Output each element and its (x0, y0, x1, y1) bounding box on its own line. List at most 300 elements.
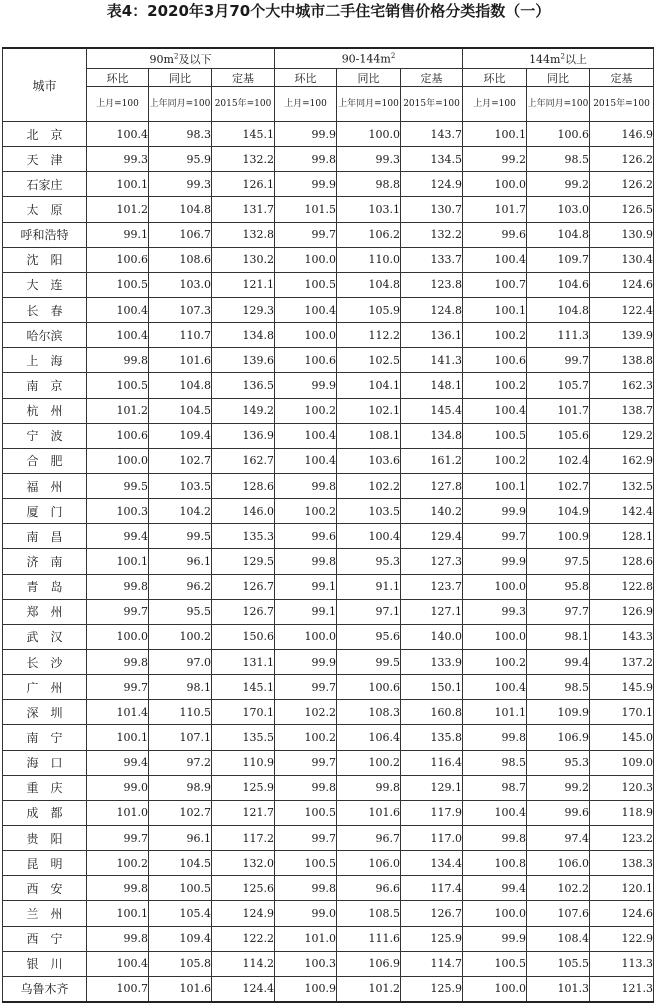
table-row (3, 297, 654, 322)
index-value: 126.1 (212, 172, 275, 197)
index-value: 100.4 (87, 297, 149, 322)
index-value: 100.3 (87, 499, 149, 524)
index-value: 102.2 (337, 473, 401, 498)
index-value: 140.0 (401, 624, 463, 649)
index-value: 99.7 (275, 825, 337, 850)
table-row (3, 147, 654, 172)
index-value: 99.9 (275, 649, 337, 674)
index-value: 138.3 (590, 851, 654, 876)
index-value: 100.2 (149, 624, 212, 649)
index-value: 101.2 (337, 976, 401, 1002)
index-value: 105.4 (149, 901, 212, 926)
index-value: 98.7 (463, 775, 527, 800)
index-value: 110.7 (149, 323, 212, 348)
index-value: 124.9 (401, 172, 463, 197)
index-value: 103.1 (337, 197, 401, 222)
table-row (3, 473, 654, 498)
index-value: 100.6 (527, 122, 590, 147)
index-value: 126.7 (212, 599, 275, 624)
index-value: 95.6 (337, 624, 401, 649)
index-value: 99.5 (87, 473, 149, 498)
index-value: 105.9 (337, 297, 401, 322)
index-value: 99.8 (87, 574, 149, 599)
index-value: 100.9 (527, 524, 590, 549)
index-value: 99.9 (275, 373, 337, 398)
city-name: 深 圳 (3, 700, 87, 725)
index-value: 102.5 (337, 348, 401, 373)
index-value: 99.4 (463, 876, 527, 901)
index-value: 100.2 (463, 448, 527, 473)
index-value: 126.7 (401, 901, 463, 926)
index-value: 128.1 (590, 524, 654, 549)
index-value: 99.3 (149, 172, 212, 197)
index-value: 125.9 (401, 926, 463, 951)
city-name: 昆 明 (3, 851, 87, 876)
table-row (3, 122, 654, 147)
index-value: 100.9 (275, 976, 337, 1002)
index-value: 127.3 (401, 549, 463, 574)
index-value: 146.0 (212, 499, 275, 524)
index-value: 104.9 (527, 499, 590, 524)
index-value: 132.2 (401, 222, 463, 247)
table-row (3, 574, 654, 599)
city-column-header: 城市 (3, 48, 87, 122)
index-value: 100.5 (463, 951, 527, 976)
index-value: 114.2 (212, 951, 275, 976)
index-value: 101.2 (87, 398, 149, 423)
index-value: 99.8 (275, 473, 337, 498)
index-value: 139.9 (590, 323, 654, 348)
index-value: 101.6 (149, 976, 212, 1002)
index-value: 99.6 (463, 222, 527, 247)
index-value: 100.0 (337, 122, 401, 147)
index-value: 125.6 (212, 876, 275, 901)
index-value: 108.6 (149, 247, 212, 272)
index-value: 97.1 (337, 599, 401, 624)
index-value: 100.2 (463, 373, 527, 398)
sub-header: 定基 (212, 69, 275, 87)
index-value: 162.9 (590, 448, 654, 473)
index-value: 100.5 (149, 876, 212, 901)
index-value: 108.1 (337, 423, 401, 448)
index-value: 133.7 (401, 247, 463, 272)
index-value: 121.7 (212, 800, 275, 825)
index-value: 122.9 (590, 926, 654, 951)
base-header: 上月=100 (275, 87, 337, 122)
index-value: 104.1 (337, 373, 401, 398)
index-value: 100.6 (87, 247, 149, 272)
index-value: 104.2 (149, 499, 212, 524)
index-value: 134.5 (401, 147, 463, 172)
index-value: 103.5 (149, 473, 212, 498)
index-value: 100.0 (87, 448, 149, 473)
city-name: 贵 阳 (3, 825, 87, 850)
index-value: 128.6 (212, 473, 275, 498)
index-value: 98.5 (527, 675, 590, 700)
index-value: 99.7 (275, 675, 337, 700)
index-value: 126.7 (212, 574, 275, 599)
index-value: 99.8 (275, 876, 337, 901)
index-value: 100.3 (275, 951, 337, 976)
index-value: 109.7 (527, 247, 590, 272)
index-value: 162.7 (212, 448, 275, 473)
city-name: 石家庄 (3, 172, 87, 197)
index-value: 117.4 (401, 876, 463, 901)
base-header: 上年同月=100 (527, 87, 590, 122)
index-value: 99.3 (463, 599, 527, 624)
table-row (3, 247, 654, 272)
index-value: 101.6 (337, 800, 401, 825)
index-value: 99.8 (87, 649, 149, 674)
index-value: 100.4 (275, 448, 337, 473)
index-value: 170.1 (212, 700, 275, 725)
index-value: 150.1 (401, 675, 463, 700)
index-value: 98.3 (149, 122, 212, 147)
index-value: 129.4 (401, 524, 463, 549)
index-value: 137.2 (590, 649, 654, 674)
index-value: 149.2 (212, 398, 275, 423)
table-row (3, 272, 654, 297)
price-index-table (2, 47, 654, 1003)
index-value: 106.0 (337, 851, 401, 876)
index-value: 123.7 (401, 574, 463, 599)
index-value: 109.9 (527, 700, 590, 725)
index-value: 100.2 (87, 851, 149, 876)
table-row (3, 851, 654, 876)
index-value: 100.6 (87, 423, 149, 448)
index-value: 91.1 (337, 574, 401, 599)
city-name: 沈 阳 (3, 247, 87, 272)
index-value: 100.5 (463, 423, 527, 448)
index-value: 145.1 (212, 122, 275, 147)
table-body (3, 122, 654, 1002)
index-value: 97.2 (149, 750, 212, 775)
city-name: 济 南 (3, 549, 87, 574)
index-value: 102.7 (149, 448, 212, 473)
index-value: 107.1 (149, 725, 212, 750)
index-value: 145.1 (212, 675, 275, 700)
index-value: 106.2 (337, 222, 401, 247)
index-value: 124.9 (212, 901, 275, 926)
index-value: 135.3 (212, 524, 275, 549)
index-value: 130.7 (401, 197, 463, 222)
index-value: 99.4 (87, 750, 149, 775)
table-row (3, 499, 654, 524)
index-value: 105.7 (527, 373, 590, 398)
index-value: 99.4 (87, 524, 149, 549)
table-row (3, 423, 654, 448)
index-value: 132.0 (212, 851, 275, 876)
index-value: 98.1 (149, 675, 212, 700)
city-name: 成 都 (3, 800, 87, 825)
table-row (3, 323, 654, 348)
index-value: 100.5 (275, 272, 337, 297)
index-value: 100.4 (87, 951, 149, 976)
index-value: 139.6 (212, 348, 275, 373)
index-value: 104.6 (527, 272, 590, 297)
index-value: 104.8 (527, 222, 590, 247)
city-name: 武 汉 (3, 624, 87, 649)
index-value: 161.2 (401, 448, 463, 473)
index-value: 99.7 (87, 599, 149, 624)
group-header-large: $144m^2$以上 (463, 48, 654, 69)
index-value: 100.2 (275, 725, 337, 750)
index-value: 100.0 (87, 624, 149, 649)
index-value: 100.0 (463, 901, 527, 926)
table-row (3, 222, 654, 247)
city-name: 兰 州 (3, 901, 87, 926)
index-value: 110.9 (212, 750, 275, 775)
index-value: 128.6 (590, 549, 654, 574)
index-value: 100.2 (275, 398, 337, 423)
index-value: 99.8 (275, 775, 337, 800)
index-value: 101.3 (527, 976, 590, 1002)
index-value: 103.6 (337, 448, 401, 473)
index-value: 98.5 (463, 750, 527, 775)
index-value: 101.1 (463, 700, 527, 725)
index-value: 100.1 (87, 901, 149, 926)
index-value: 99.6 (275, 524, 337, 549)
base-header: 上月=100 (463, 87, 527, 122)
index-value: 100.0 (463, 624, 527, 649)
city-name: 长 春 (3, 297, 87, 322)
index-value: 104.8 (337, 272, 401, 297)
sub-header: 环比 (275, 69, 337, 87)
index-value: 100.4 (275, 297, 337, 322)
city-name: 呼和浩特 (3, 222, 87, 247)
city-name: 重 庆 (3, 775, 87, 800)
index-value: 95.3 (337, 549, 401, 574)
index-value: 100.0 (463, 574, 527, 599)
index-value: 99.3 (87, 147, 149, 172)
table-row (3, 675, 654, 700)
index-value: 99.9 (275, 172, 337, 197)
index-value: 129.1 (401, 775, 463, 800)
index-value: 104.8 (527, 297, 590, 322)
index-value: 135.8 (401, 725, 463, 750)
index-value: 98.5 (527, 147, 590, 172)
index-value: 124.4 (212, 976, 275, 1002)
index-value: 150.6 (212, 624, 275, 649)
index-value: 99.8 (463, 725, 527, 750)
index-value: 100.2 (275, 499, 337, 524)
index-value: 96.1 (149, 825, 212, 850)
index-value: 111.3 (527, 323, 590, 348)
base-header: 2015年=100 (590, 87, 654, 122)
index-value: 101.6 (149, 348, 212, 373)
base-header: 上月=100 (87, 87, 149, 122)
index-value: 126.2 (590, 147, 654, 172)
index-value: 132.2 (212, 147, 275, 172)
index-value: 100.6 (463, 348, 527, 373)
index-value: 96.2 (149, 574, 212, 599)
index-value: 127.8 (401, 473, 463, 498)
index-value: 111.6 (337, 926, 401, 951)
index-value: 102.4 (527, 448, 590, 473)
index-value: 113.3 (590, 951, 654, 976)
table-row (3, 373, 654, 398)
index-value: 101.4 (87, 700, 149, 725)
index-value: 134.4 (401, 851, 463, 876)
sub-header: 环比 (87, 69, 149, 87)
table-row (3, 624, 654, 649)
city-name: 哈尔滨 (3, 323, 87, 348)
index-value: 120.3 (590, 775, 654, 800)
index-value: 101.7 (527, 398, 590, 423)
index-value: 100.4 (337, 524, 401, 549)
index-value: 112.2 (337, 323, 401, 348)
index-value: 99.0 (87, 775, 149, 800)
index-value: 125.9 (212, 775, 275, 800)
index-value: 145.9 (590, 675, 654, 700)
index-value: 100.5 (275, 800, 337, 825)
index-value: 97.0 (149, 649, 212, 674)
index-value: 126.5 (590, 197, 654, 222)
index-value: 99.7 (87, 675, 149, 700)
city-name: 福 州 (3, 473, 87, 498)
index-value: 120.1 (590, 876, 654, 901)
index-value: 99.8 (87, 926, 149, 951)
index-value: 99.8 (275, 147, 337, 172)
table-title: 表4：2020年3月70个大中城市二手住宅销售价格分类指数（一） (106, 2, 551, 20)
index-value: 100.0 (275, 624, 337, 649)
index-value: 108.4 (527, 926, 590, 951)
index-value: 104.5 (149, 398, 212, 423)
index-value: 117.0 (401, 825, 463, 850)
index-value: 122.2 (212, 926, 275, 951)
index-value: 99.9 (463, 549, 527, 574)
index-value: 99.7 (275, 750, 337, 775)
index-value: 104.5 (149, 851, 212, 876)
index-value: 100.1 (87, 549, 149, 574)
index-value: 100.0 (463, 172, 527, 197)
index-value: 102.2 (527, 876, 590, 901)
city-name: 宁 波 (3, 423, 87, 448)
index-value: 129.5 (212, 549, 275, 574)
index-value: 99.8 (463, 825, 527, 850)
index-value: 105.5 (527, 951, 590, 976)
index-value: 99.5 (337, 649, 401, 674)
index-value: 100.4 (463, 247, 527, 272)
city-name: 北 京 (3, 122, 87, 147)
index-value: 105.6 (527, 423, 590, 448)
table-row (3, 649, 654, 674)
city-name: 青 岛 (3, 574, 87, 599)
index-value: 100.1 (463, 297, 527, 322)
city-name: 南 京 (3, 373, 87, 398)
index-value: 106.9 (337, 951, 401, 976)
index-value: 100.7 (463, 272, 527, 297)
index-value: 103.5 (337, 499, 401, 524)
index-value: 107.3 (149, 297, 212, 322)
table-row (3, 197, 654, 222)
index-value: 124.8 (401, 297, 463, 322)
index-value: 141.3 (401, 348, 463, 373)
city-name: 大 连 (3, 272, 87, 297)
index-value: 122.8 (590, 574, 654, 599)
city-name: 南 宁 (3, 725, 87, 750)
index-value: 136.1 (401, 323, 463, 348)
index-value: 145.4 (401, 398, 463, 423)
index-value: 99.7 (527, 348, 590, 373)
index-value: 95.5 (149, 599, 212, 624)
index-value: 99.9 (463, 926, 527, 951)
index-value: 95.8 (527, 574, 590, 599)
city-name: 西 宁 (3, 926, 87, 951)
index-value: 146.9 (590, 122, 654, 147)
sub-header: 同比 (337, 69, 401, 87)
index-value: 99.8 (87, 348, 149, 373)
sub-header: 同比 (527, 69, 590, 87)
table-row (3, 775, 654, 800)
index-value: 102.7 (527, 473, 590, 498)
index-value: 129.3 (212, 297, 275, 322)
index-value: 100.4 (463, 800, 527, 825)
index-value: 129.2 (590, 423, 654, 448)
index-value: 133.9 (401, 649, 463, 674)
index-value: 143.7 (401, 122, 463, 147)
index-value: 99.8 (87, 876, 149, 901)
index-value: 97.4 (527, 825, 590, 850)
city-name: 长 沙 (3, 649, 87, 674)
index-value: 101.0 (275, 926, 337, 951)
index-value: 101.0 (87, 800, 149, 825)
table-row (3, 524, 654, 549)
index-value: 130.2 (212, 247, 275, 272)
city-name: 郑 州 (3, 599, 87, 624)
index-value: 100.4 (463, 675, 527, 700)
index-value: 101.7 (463, 197, 527, 222)
sub-header: 环比 (463, 69, 527, 87)
index-value: 100.4 (87, 323, 149, 348)
index-value: 100.1 (87, 725, 149, 750)
index-value: 114.7 (401, 951, 463, 976)
table-row (3, 976, 654, 1002)
index-value: 102.2 (275, 700, 337, 725)
city-name: 天 津 (3, 147, 87, 172)
index-value: 142.4 (590, 499, 654, 524)
table-row (3, 448, 654, 473)
sub-header: 同比 (149, 69, 212, 87)
index-value: 99.1 (275, 599, 337, 624)
index-value: 97.7 (527, 599, 590, 624)
index-value: 99.9 (463, 499, 527, 524)
index-value: 121.3 (590, 976, 654, 1002)
index-value: 127.1 (401, 599, 463, 624)
table-row (3, 398, 654, 423)
index-value: 131.7 (212, 197, 275, 222)
index-value: 96.1 (149, 549, 212, 574)
sub-header: 定基 (590, 69, 654, 87)
index-value: 109.4 (149, 423, 212, 448)
index-value: 106.0 (527, 851, 590, 876)
index-value: 110.5 (149, 700, 212, 725)
index-value: 123.8 (401, 272, 463, 297)
index-value: 110.0 (337, 247, 401, 272)
base-header: 2015年=100 (401, 87, 463, 122)
index-value: 124.6 (590, 272, 654, 297)
index-value: 108.3 (337, 700, 401, 725)
index-value: 100.5 (87, 272, 149, 297)
index-value: 98.8 (337, 172, 401, 197)
table-row (3, 700, 654, 725)
index-value: 99.5 (149, 524, 212, 549)
index-value: 102.7 (149, 800, 212, 825)
index-value: 101.5 (275, 197, 337, 222)
index-value: 135.5 (212, 725, 275, 750)
base-header: 2015年=100 (212, 87, 275, 122)
index-value: 106.7 (149, 222, 212, 247)
